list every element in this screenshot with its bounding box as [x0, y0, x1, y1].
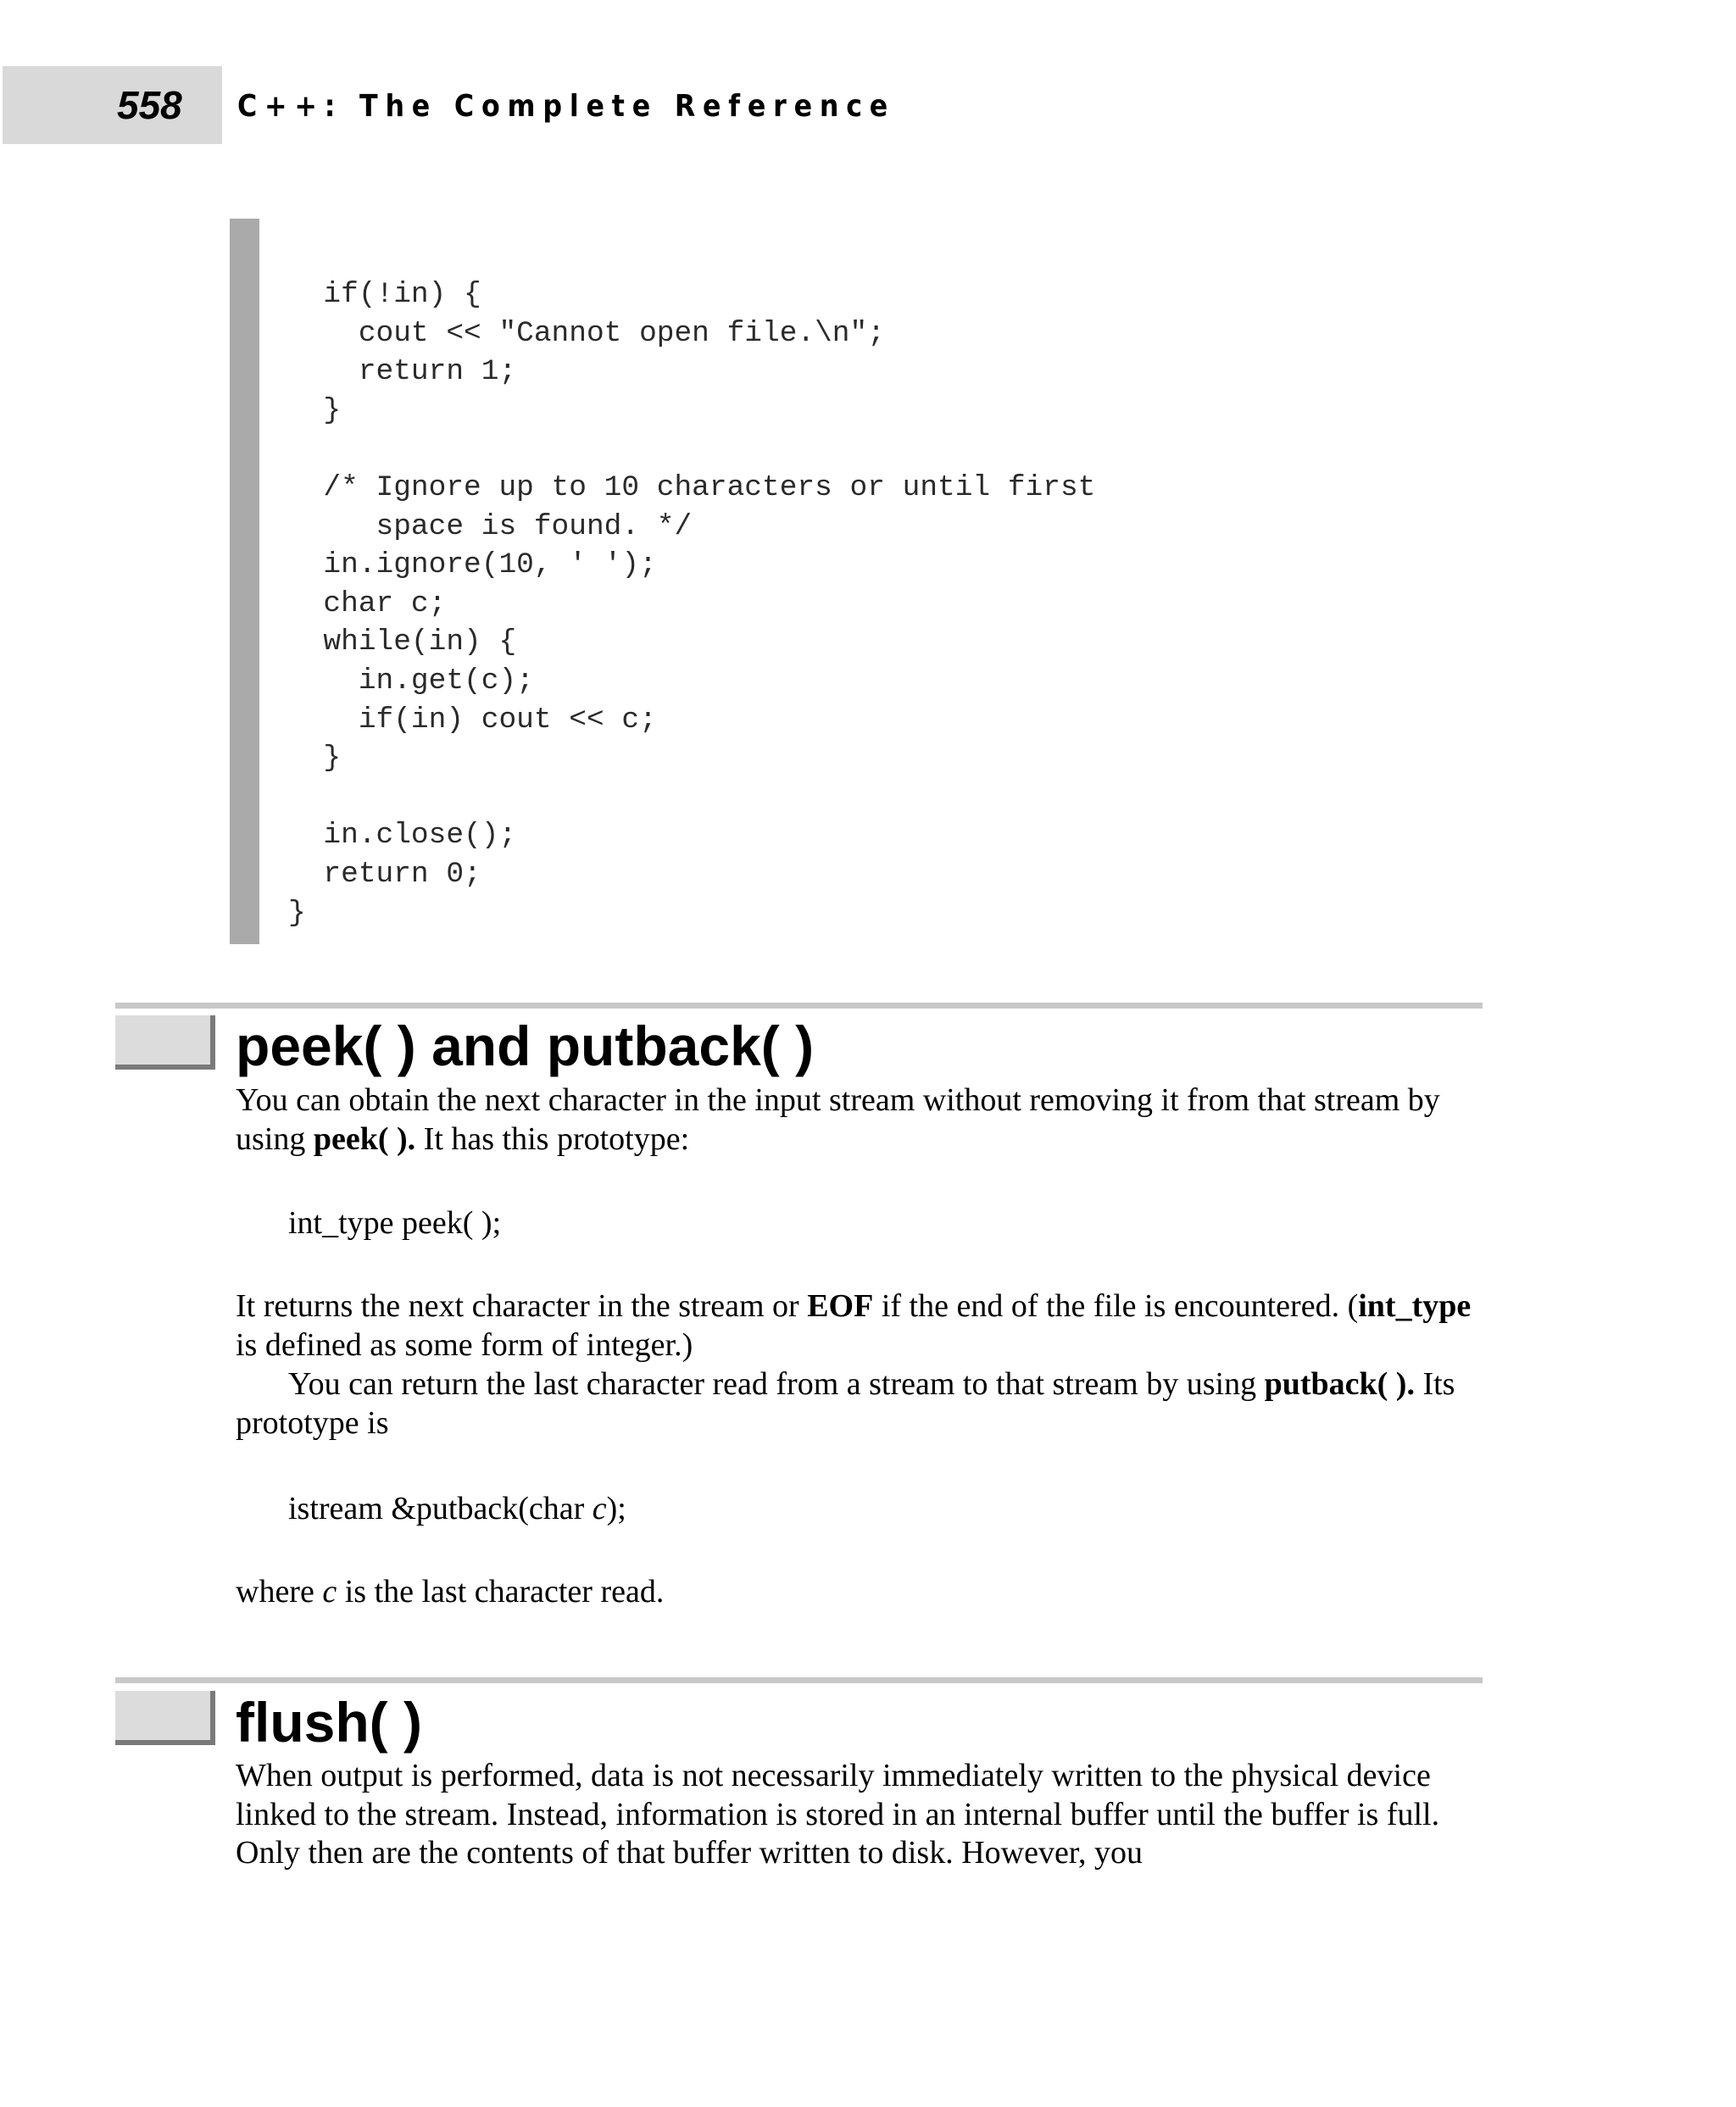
page-number: 558	[117, 83, 182, 127]
section-rule-flush	[115, 1677, 1483, 1683]
section-title-peek: peek( ) and putback( )	[236, 1015, 815, 1077]
peek-prototype: int_type peek( );	[288, 1205, 502, 1241]
section-title-flush: flush( )	[236, 1691, 422, 1754]
section-rule-peek	[115, 1003, 1483, 1009]
putback-paragraph-2: where c is the last character read.	[236, 1574, 665, 1609]
peek-paragraph-2: It returns the next character in the stream or EOF if the end of the file is encountered. (int_type is defined as some form of integer.)	[236, 1288, 1472, 1363]
peek-paragraph-1: You can obtain the next character in the input stream without removing it from that stream by using peek( ). It has this prototype:	[236, 1082, 1440, 1157]
code-margin-bar	[230, 219, 259, 944]
code-listing: if(!in) { cout << "Cannot open file.\n"; return 1; } /* Ignore up to 10 characters or until first space is found. */ in.ignore(10, ' '); char c; while(in) { in.get(c); if(in) cout << c; } in.close(); return 0; }	[288, 278, 1096, 930]
putback-prototype: istream &putback(char c);	[288, 1491, 626, 1526]
running-title: C++: The Complete Reference	[237, 89, 896, 124]
flush-paragraph-1: When output is performed, data is not necessarily immediately written to the physical device linked to the stream. Instead, information is stored in an internal buffer until the buffer is full. Only then are the contents of that buffer written to disk. However, you	[236, 1758, 1440, 1871]
section-marker-flush	[115, 1691, 215, 1745]
putback-paragraph: You can return the last character read from a stream to that stream by using putback( ). Its prototype is	[236, 1366, 1455, 1441]
page-number-box	[3, 66, 222, 144]
section-marker-peek	[115, 1015, 215, 1070]
